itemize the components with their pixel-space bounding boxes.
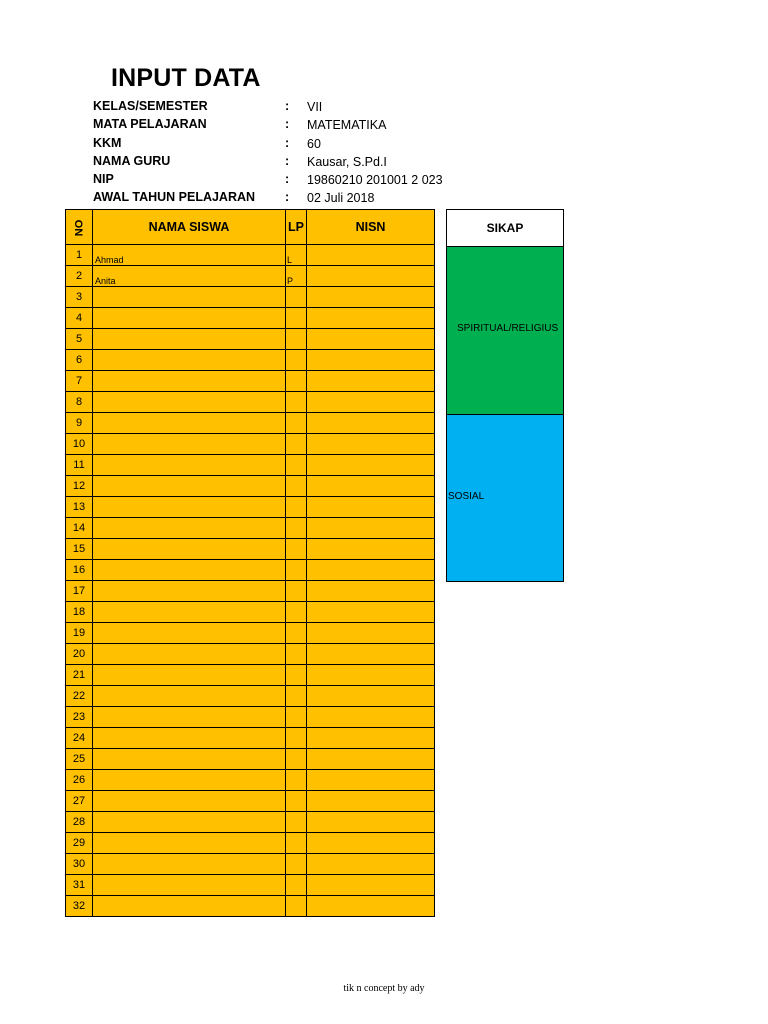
gender-cell[interactable] [286,812,307,833]
student-name-cell[interactable]: Anita [93,266,286,287]
column-header-nisn: NISN [307,210,435,245]
student-name-cell[interactable]: Ahmad [93,245,286,266]
student-name-cell[interactable] [93,686,286,707]
table-row [66,728,435,749]
gender-cell[interactable] [286,434,307,455]
nisn-cell[interactable] [307,329,435,350]
nisn-cell[interactable] [307,476,435,497]
info-colon: : [285,153,290,168]
student-name-cell[interactable] [93,770,286,791]
gender-cell[interactable] [286,623,307,644]
nisn-cell[interactable] [307,854,435,875]
sikap-title: SIKAP [447,210,563,247]
student-name-cell[interactable] [93,350,286,371]
nisn-cell[interactable] [307,287,435,308]
sikap-panel [446,209,564,582]
sikap-sosial-label: SOSIAL [448,491,485,502]
sikap-spiritual-label: SPIRITUAL/RELIGIUS [457,323,559,334]
row-number: 19 [66,623,93,644]
row-number: 1 [66,245,93,266]
row-number: 31 [66,875,93,896]
table-row [66,392,435,413]
info-value[interactable]: 19860210 201001 2 023 [307,173,443,188]
table-row [66,896,435,917]
gender-cell[interactable] [286,455,307,476]
student-name-cell[interactable] [93,455,286,476]
gender-cell[interactable] [286,518,307,539]
nisn-cell[interactable] [307,728,435,749]
gender-cell[interactable] [286,854,307,875]
student-name-cell[interactable] [93,392,286,413]
info-row [93,152,473,170]
gender-cell[interactable] [286,371,307,392]
gender-cell[interactable] [286,686,307,707]
row-number: 9 [66,413,93,434]
table-row [66,329,435,350]
nisn-cell[interactable] [307,245,435,266]
gender-cell[interactable] [286,287,307,308]
gender-cell[interactable] [286,539,307,560]
table-row [66,665,435,686]
student-name-cell[interactable] [93,497,286,518]
student-name-cell[interactable] [93,518,286,539]
student-name-cell[interactable] [93,560,286,581]
row-number: 8 [66,392,93,413]
gender-cell[interactable] [286,413,307,434]
table-row [66,812,435,833]
info-row [93,188,473,206]
row-number: 20 [66,644,93,665]
row-number: 30 [66,854,93,875]
student-name-cell[interactable] [93,434,286,455]
gender-cell[interactable]: P [286,266,307,287]
student-name-cell[interactable] [93,644,286,665]
table-row [66,707,435,728]
nisn-cell[interactable] [307,539,435,560]
info-label: KKM [93,135,122,150]
nisn-cell[interactable] [307,665,435,686]
table-row [66,308,435,329]
gender-cell[interactable] [286,707,307,728]
nisn-cell[interactable] [307,308,435,329]
row-number: 32 [66,896,93,917]
row-number: 28 [66,812,93,833]
nisn-cell[interactable] [307,707,435,728]
row-number: 4 [66,308,93,329]
info-colon: : [285,190,290,205]
info-value[interactable]: Kausar, S.Pd.I [307,154,387,169]
nisn-cell[interactable] [307,770,435,791]
row-number: 29 [66,833,93,854]
gender-cell[interactable] [286,560,307,581]
info-row [93,115,473,133]
table-row [66,350,435,371]
table-row [66,413,435,434]
table-row [66,602,435,623]
student-name-cell[interactable] [93,728,286,749]
nisn-cell[interactable] [307,875,435,896]
gender-cell[interactable] [286,728,307,749]
student-name-cell[interactable] [93,539,286,560]
student-name-cell[interactable] [93,707,286,728]
row-number: 26 [66,770,93,791]
table-row [66,287,435,308]
gender-cell[interactable] [286,749,307,770]
row-number: 27 [66,791,93,812]
info-colon: : [285,99,290,113]
row-number: 23 [66,707,93,728]
gender-cell[interactable] [286,602,307,623]
nisn-cell[interactable] [307,560,435,581]
nisn-cell[interactable] [307,896,435,917]
row-number: 15 [66,539,93,560]
table-row [66,497,435,518]
table-row [66,371,435,392]
column-header-lp: LP [286,210,307,245]
gender-cell[interactable]: L [286,245,307,266]
nisn-cell[interactable] [307,581,435,602]
gender-cell[interactable] [286,350,307,371]
table-row [66,245,435,266]
table-row [66,791,435,812]
table-row [66,875,435,896]
nisn-cell[interactable] [307,602,435,623]
student-name-cell[interactable] [93,896,286,917]
row-number: 14 [66,518,93,539]
gender-cell[interactable] [286,392,307,413]
table-row [66,434,435,455]
gender-cell[interactable] [286,791,307,812]
table-row [66,749,435,770]
nisn-cell[interactable] [307,686,435,707]
student-name-cell[interactable] [93,623,286,644]
gender-cell[interactable] [286,833,307,854]
gender-cell[interactable] [286,644,307,665]
student-name-cell[interactable] [93,602,286,623]
nisn-cell[interactable] [307,644,435,665]
table-row [66,644,435,665]
nisn-cell[interactable] [307,434,435,455]
student-name-cell[interactable] [93,287,286,308]
table-row [66,854,435,875]
student-name-cell[interactable] [93,665,286,686]
info-value[interactable]: 02 Juli 2018 [307,191,375,206]
table-row [66,539,435,560]
nisn-cell[interactable] [307,791,435,812]
gender-cell[interactable] [286,476,307,497]
nisn-cell[interactable] [307,266,435,287]
row-number: 13 [66,497,93,518]
gender-cell[interactable] [286,581,307,602]
student-name-cell[interactable] [93,875,286,896]
nisn-cell[interactable] [307,812,435,833]
table-row [66,476,435,497]
nisn-cell[interactable] [307,749,435,770]
nisn-cell[interactable] [307,497,435,518]
student-name-cell[interactable] [93,371,286,392]
row-number: 18 [66,602,93,623]
info-value[interactable]: VII [307,100,323,114]
info-label: MATA PELAJARAN [93,117,207,132]
row-number: 5 [66,329,93,350]
nisn-cell[interactable] [307,371,435,392]
table-row [66,623,435,644]
info-label: AWAL TAHUN PELAJARAN [93,190,256,205]
nisn-cell[interactable] [307,455,435,476]
row-number: 6 [66,350,93,371]
info-value[interactable]: 60 [307,136,321,151]
student-name-cell[interactable] [93,581,286,602]
table-row [66,560,435,581]
student-name-cell[interactable] [93,833,286,854]
table-row [66,266,435,287]
sikap-spiritual-cell[interactable] [447,247,563,415]
row-number: 11 [66,455,93,476]
row-number: 21 [66,665,93,686]
row-number: 16 [66,560,93,581]
student-table [65,209,435,917]
student-name-cell[interactable] [93,413,286,434]
student-name-cell[interactable] [93,791,286,812]
row-number: 22 [66,686,93,707]
table-row [66,455,435,476]
row-number: 25 [66,749,93,770]
info-label: NAMA GURU [93,153,171,168]
column-header-name: NAMA SISWA [93,210,286,245]
page-title: INPUT DATA [111,64,261,92]
gender-cell[interactable] [286,329,307,350]
nisn-cell[interactable] [307,518,435,539]
info-block [93,97,473,207]
student-name-cell[interactable] [93,854,286,875]
info-colon: : [285,117,290,132]
row-number: 10 [66,434,93,455]
info-colon: : [285,135,290,150]
student-name-cell[interactable] [93,329,286,350]
nisn-cell[interactable] [307,413,435,434]
info-row [93,134,473,152]
table-row [66,581,435,602]
student-name-cell[interactable] [93,308,286,329]
row-number: 17 [66,581,93,602]
table-row [66,833,435,854]
student-name-cell[interactable] [93,749,286,770]
nisn-cell[interactable] [307,623,435,644]
gender-cell[interactable] [286,770,307,791]
info-row [93,97,473,115]
row-number: 24 [66,728,93,749]
nisn-cell[interactable] [307,350,435,371]
table-row [66,770,435,791]
row-number: 2 [66,266,93,287]
row-number: 12 [66,476,93,497]
student-name-cell[interactable] [93,476,286,497]
student-name-cell[interactable] [93,812,286,833]
info-label: NIP [93,172,114,187]
gender-cell[interactable] [286,308,307,329]
info-row [93,170,473,188]
info-label: KELAS/SEMESTER [93,99,208,113]
gender-cell[interactable] [286,497,307,518]
sikap-sosial-cell[interactable] [447,415,563,581]
nisn-cell[interactable] [307,833,435,854]
gender-cell[interactable] [286,875,307,896]
table-row [66,518,435,539]
gender-cell[interactable] [286,665,307,686]
row-number: 3 [66,287,93,308]
gender-cell[interactable] [286,896,307,917]
column-header-no: NO [66,210,93,245]
table-row [66,686,435,707]
row-number: 7 [66,371,93,392]
info-value[interactable]: MATEMATIKA [307,118,387,133]
nisn-cell[interactable] [307,392,435,413]
footer-credit: tik n concept by ady [343,983,425,994]
info-colon: : [285,172,290,187]
